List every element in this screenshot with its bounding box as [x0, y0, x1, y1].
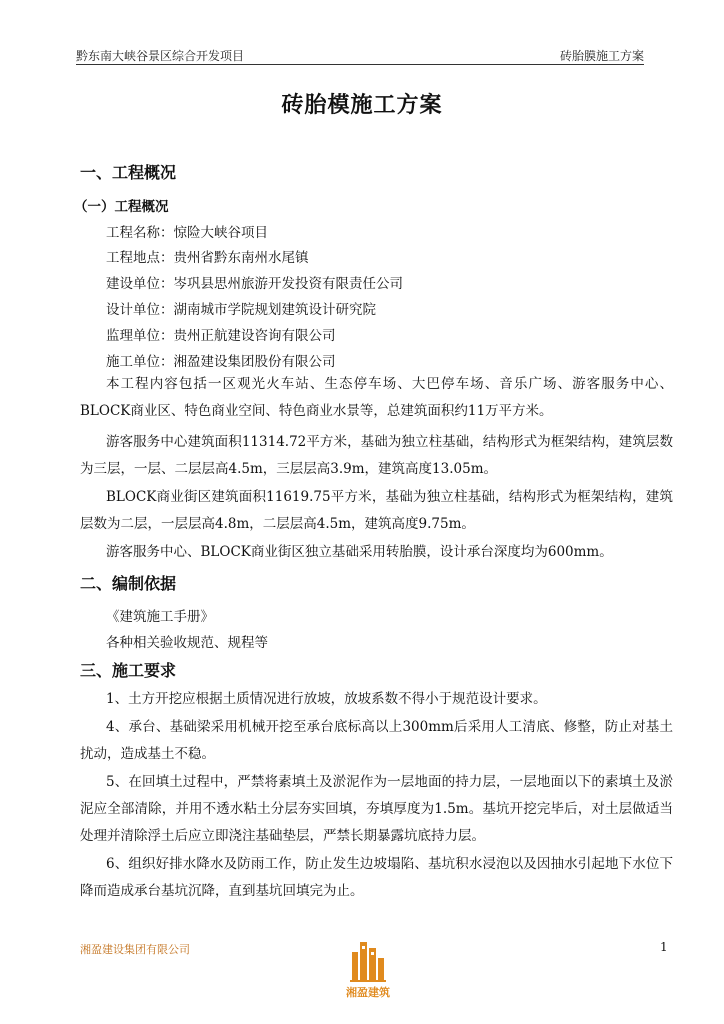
- section1-subheading: （一）工程概况: [74, 199, 169, 215]
- info-line: 监理单位：贵州正航建设咨询有限公司: [106, 328, 336, 344]
- requirement-paragraph: 4、承台、基础梁采用机械开挖至承台底标高以上300mm后采用人工清底、修整，防止对基土扰动，造成基土不稳。: [80, 719, 673, 762]
- info-line: 工程名称：惊险大峡谷项目: [106, 225, 268, 241]
- reference-line: 《建筑施工手册》: [106, 609, 214, 625]
- info-line: 建设单位：岑巩县思州旅游开发投资有限责任公司: [106, 276, 403, 292]
- page-number: 1: [660, 940, 668, 954]
- visitor-center-paragraph: 游客服务中心建筑面积11314.72平方米，基础为独立柱基础，结构形式为框架结构，建筑层数为三层，一层、二层层高4.5m，三层层高3.9m，建筑高度13.05m。: [80, 434, 673, 477]
- footer-company: 湘盈建设集团有限公司: [80, 943, 190, 956]
- header-project-name: 黔东南大峡谷景区综合开发项目: [76, 49, 245, 63]
- section3-heading: 三、施工要求: [80, 661, 177, 680]
- overview-paragraph: 本工程内容包括一区观光火车站、生态停车场、大巴停车场、音乐广场、游客服务中心、BLOCK商业区、特色商业空间、特色商业水景等，总建筑面积约11万平方米。: [80, 376, 673, 419]
- requirement-paragraph: 6、组织好排水降水及防雨工作，防止发生边坡塌陷、基坑积水浸泡以及因抽水引起地下水位下降而造成承台基坑沉降，直到基坑回填完为止。: [80, 856, 673, 899]
- reference-line: 各种相关验收规范、规程等: [106, 635, 268, 651]
- block-street-paragraph: BLOCK商业街区建筑面积11619.75平方米，基础为独立柱基础，结构形式为框架结构，建筑层数为二层，一层层高4.8m，二层层高4.5m，建筑高度9.75m。: [80, 489, 673, 532]
- info-line: 设计单位：湖南城市学院规划建筑设计研究院: [106, 302, 376, 318]
- document-title: 砖胎模施工方案: [281, 92, 443, 118]
- header-divider: [76, 64, 644, 65]
- header-doc-title: 砖胎膜施工方案: [559, 49, 644, 63]
- requirement-paragraph: 5、在回填土过程中，严禁将素填土及淤泥作为一层地面的持力层，一层地面以下的素填土及淤泥应全部清除，并用不透水粘土分层夯实回填，夯填厚度为1.5m。基坑开挖完毕后，对土层做适当处理并清除浮土后应立即浇注基础垫层，严禁长期暴露坑底持力层。: [80, 774, 673, 844]
- page-header: [76, 47, 644, 65]
- requirement-paragraph: 1、土方开挖应根据土质情况进行放坡，放坡系数不得小于规范设计要求。: [106, 691, 547, 707]
- info-line: 工程地点：贵州省黔东南州水尾镇: [106, 250, 309, 266]
- info-line: 施工单位：湘盈建设集团股份有限公司: [106, 354, 336, 370]
- company-logo: [338, 938, 398, 1002]
- logo-text: 湘盈建筑: [346, 986, 390, 999]
- section1-heading: 一、工程概况: [80, 163, 177, 182]
- section2-heading: 二、编制依据: [80, 574, 177, 593]
- foundation-paragraph: 游客服务中心、BLOCK商业街区独立基础采用转胎膜，设计承台深度均为600mm。: [106, 544, 613, 560]
